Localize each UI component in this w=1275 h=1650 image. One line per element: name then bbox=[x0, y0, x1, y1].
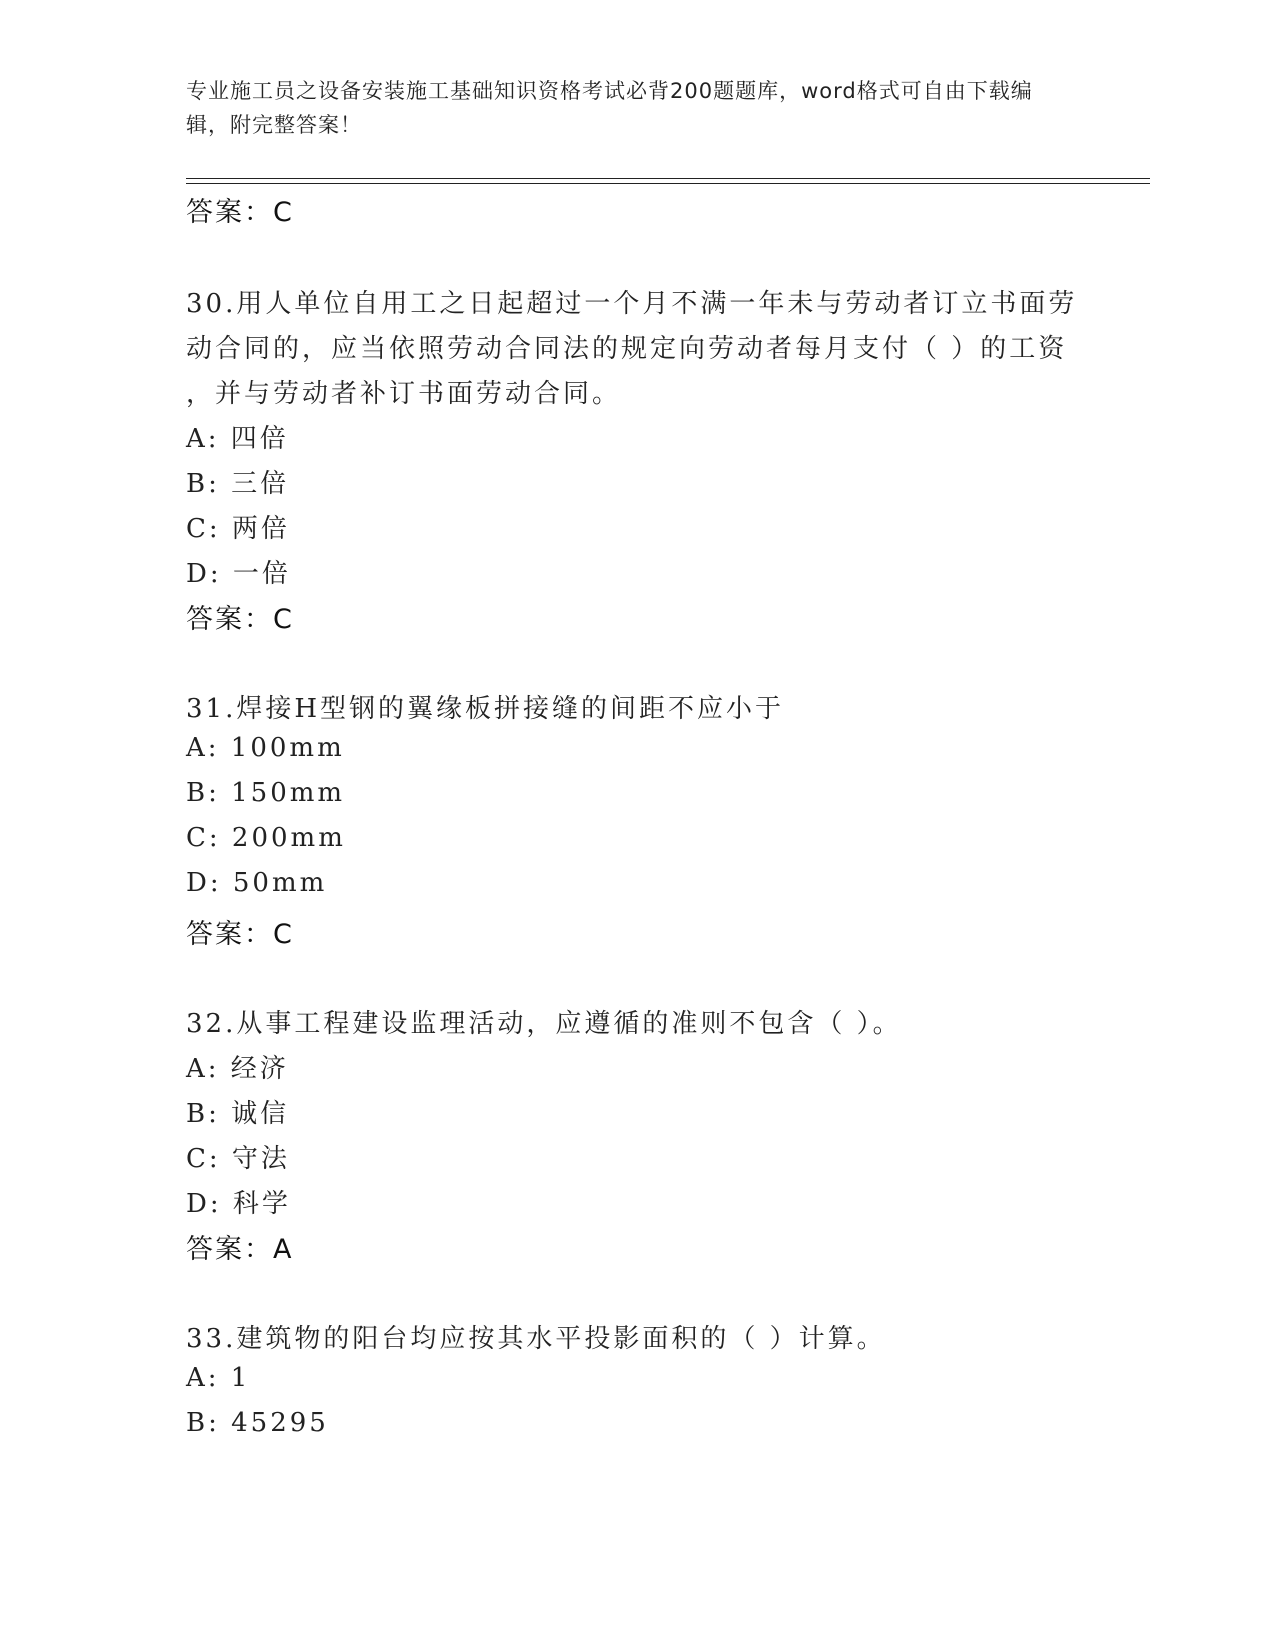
previous-answer: 答案：C bbox=[186, 197, 294, 228]
q33-text: 33.建筑物的阳台均应按其水平投影面积的（ ）计算。 bbox=[186, 1324, 886, 1354]
q31-option-d: D: 50mm bbox=[186, 868, 328, 898]
q30-option-a: A: 四倍 bbox=[186, 424, 289, 454]
q30-text-line1: 30.用人单位自用工之日起超过一个月不满一年未与劳动者订立书面劳 bbox=[186, 289, 1078, 319]
q30-text-line2: 动合同的，应当依照劳动合同法的规定向劳动者每月支付（ ）的工资 bbox=[186, 334, 1068, 364]
q32-option-c: C: 守法 bbox=[186, 1144, 290, 1174]
q31-option-b: B: 150mm bbox=[186, 778, 346, 808]
page-header: 专业施工员之设备安装施工基础知识资格考试必背200题题库，word格式可自由下载编辑，附完整答案！ bbox=[186, 79, 1033, 137]
q30-answer: 答案：C bbox=[186, 604, 294, 635]
header-rule-top bbox=[186, 178, 1150, 179]
q30-option-b: B: 三倍 bbox=[186, 469, 290, 499]
q30-option-d: D: 一倍 bbox=[186, 559, 291, 589]
q31-option-c: C: 200mm bbox=[186, 823, 346, 853]
q32-option-b: B: 诚信 bbox=[186, 1099, 290, 1129]
q33-option-a: A: 1 bbox=[186, 1363, 251, 1393]
q32-answer: 答案：A bbox=[186, 1234, 294, 1265]
q31-text: 31.焊接H型钢的翼缘板拼接缝的间距不应小于 bbox=[186, 694, 785, 724]
q32-option-a: A: 经济 bbox=[186, 1054, 289, 1084]
q30-option-c: C: 两倍 bbox=[186, 514, 290, 544]
q31-answer: 答案：C bbox=[186, 919, 294, 950]
q31-option-a: A: 100mm bbox=[186, 733, 345, 763]
q32-option-d: D: 科学 bbox=[186, 1189, 291, 1219]
q30-text-line3: ，并与劳动者补订书面劳动合同。 bbox=[186, 379, 622, 409]
header-rule-bottom bbox=[186, 183, 1150, 184]
q33-option-b: B: 45295 bbox=[186, 1408, 329, 1438]
q32-text: 32.从事工程建设监理活动，应遵循的准则不包含（ ）。 bbox=[186, 1009, 902, 1039]
